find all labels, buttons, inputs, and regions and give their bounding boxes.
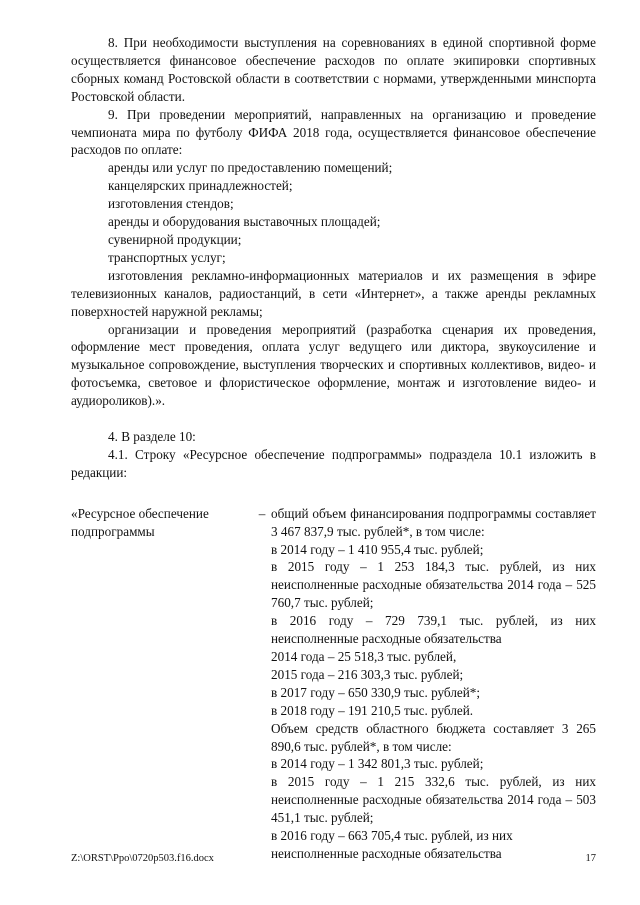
funding-line: Объем средств областного бюджета составляет 3 265 890,6 тыс. рублей*, в том числе: <box>271 720 596 754</box>
spacer <box>71 410 596 428</box>
spacer <box>71 482 596 505</box>
paragraph-9: 9. При проведении мероприятий, направленных на организацию и проведение чемпионата мира по футболу ФИФА 2018 года, осуществляется финансовое обеспечение расходов по оплате: <box>71 106 596 158</box>
list-item: аренды и оборудования выставочных площадей; <box>108 214 381 230</box>
document-body <box>71 34 596 863</box>
funding-line: 2015 года – 216 303,3 тыс. рублей; <box>271 666 464 682</box>
page-footer <box>71 852 596 866</box>
list-item: изготовления стендов; <box>108 196 234 212</box>
funding-line: в 2014 году – 1 410 955,4 тыс. рублей; <box>271 541 484 557</box>
resource-table <box>71 505 596 863</box>
paragraph-8: 8. При необходимости выступления на соревнованиях в единой спортивной форме осуществляется финансовое обеспечение расходов по оплате экипировки спортивных сборных команд Ростовской области в соответствии с нормами, утвержденными минспорта Ростовской области. <box>71 35 596 104</box>
resource-table-dash: – <box>258 505 266 521</box>
list-item: канцелярских принадлежностей; <box>108 178 293 194</box>
list-item: аренды или услуг по предоставлению помещений; <box>108 160 393 176</box>
list-item-events: организации и проведения мероприятий (разработка сценария их проведения, оформление мест проведения, оплата услуг ведущего или диктора, звукоусиление и музыкальное сопровождение, выступления творческих и спортивных коллективов, видео- и фотосъемка, световое и флористическое оформление, монтаж и изготовление видео- и аудиороликов).». <box>71 321 596 409</box>
resource-table-values <box>271 505 596 863</box>
funding-line: 2014 года – 25 518,3 тыс. рублей, <box>271 649 457 664</box>
funding-line: в 2015 году – 1 253 184,3 тыс. рублей, из них неисполненные расходные обязательства 2014 года – 525 760,7 тыс. рублей; <box>271 559 596 611</box>
funding-line: в 2018 году – 191 210,5 тыс. рублей. <box>271 702 474 718</box>
funding-line: в 2015 году – 1 215 332,6 тыс. рублей, из них неисполненные расходные обязательства 2014 года – 503 451,1 тыс. рублей; <box>271 774 596 826</box>
expense-list <box>71 159 596 410</box>
list-item-ads: изготовления рекламно-информационных материалов и их размещения в эфире телевизионных каналов, радиостанций, в сети «Интернет», а также аренды рекламных поверхностей наружной рекламы; <box>71 267 596 319</box>
funding-line: общий объем финансирования подпрограммы составляет 3 467 837,9 тыс. рублей*, в том числе: <box>271 505 596 539</box>
page-number: 17 <box>585 853 596 864</box>
section-4-heading: 4. В разделе 10: <box>108 429 196 445</box>
resource-table-label: «Ресурсное обеспечение подпрограммы <box>71 505 209 539</box>
funding-line: в 2014 году – 1 342 801,3 тыс. рублей; <box>271 756 484 772</box>
section-4-1: 4.1. Строку «Ресурсное обеспечение подпрограммы» подраздела 10.1 изложить в редакции: <box>71 446 596 480</box>
funding-line: в 2017 году – 650 330,9 тыс. рублей*; <box>271 684 481 700</box>
list-item: транспортных услуг; <box>108 249 226 265</box>
list-item: сувенирной продукции; <box>108 231 242 247</box>
funding-line: в 2016 году – 729 739,1 тыс. рублей, из них неисполненные расходные обязательства <box>271 613 596 647</box>
file-path: Z:\ORST\Ppo\0720p503.f16.docx <box>71 853 214 864</box>
funding-line: в 2016 году – 663 705,4 тыс. рублей, из них неисполненные расходные обязательства <box>271 828 513 861</box>
